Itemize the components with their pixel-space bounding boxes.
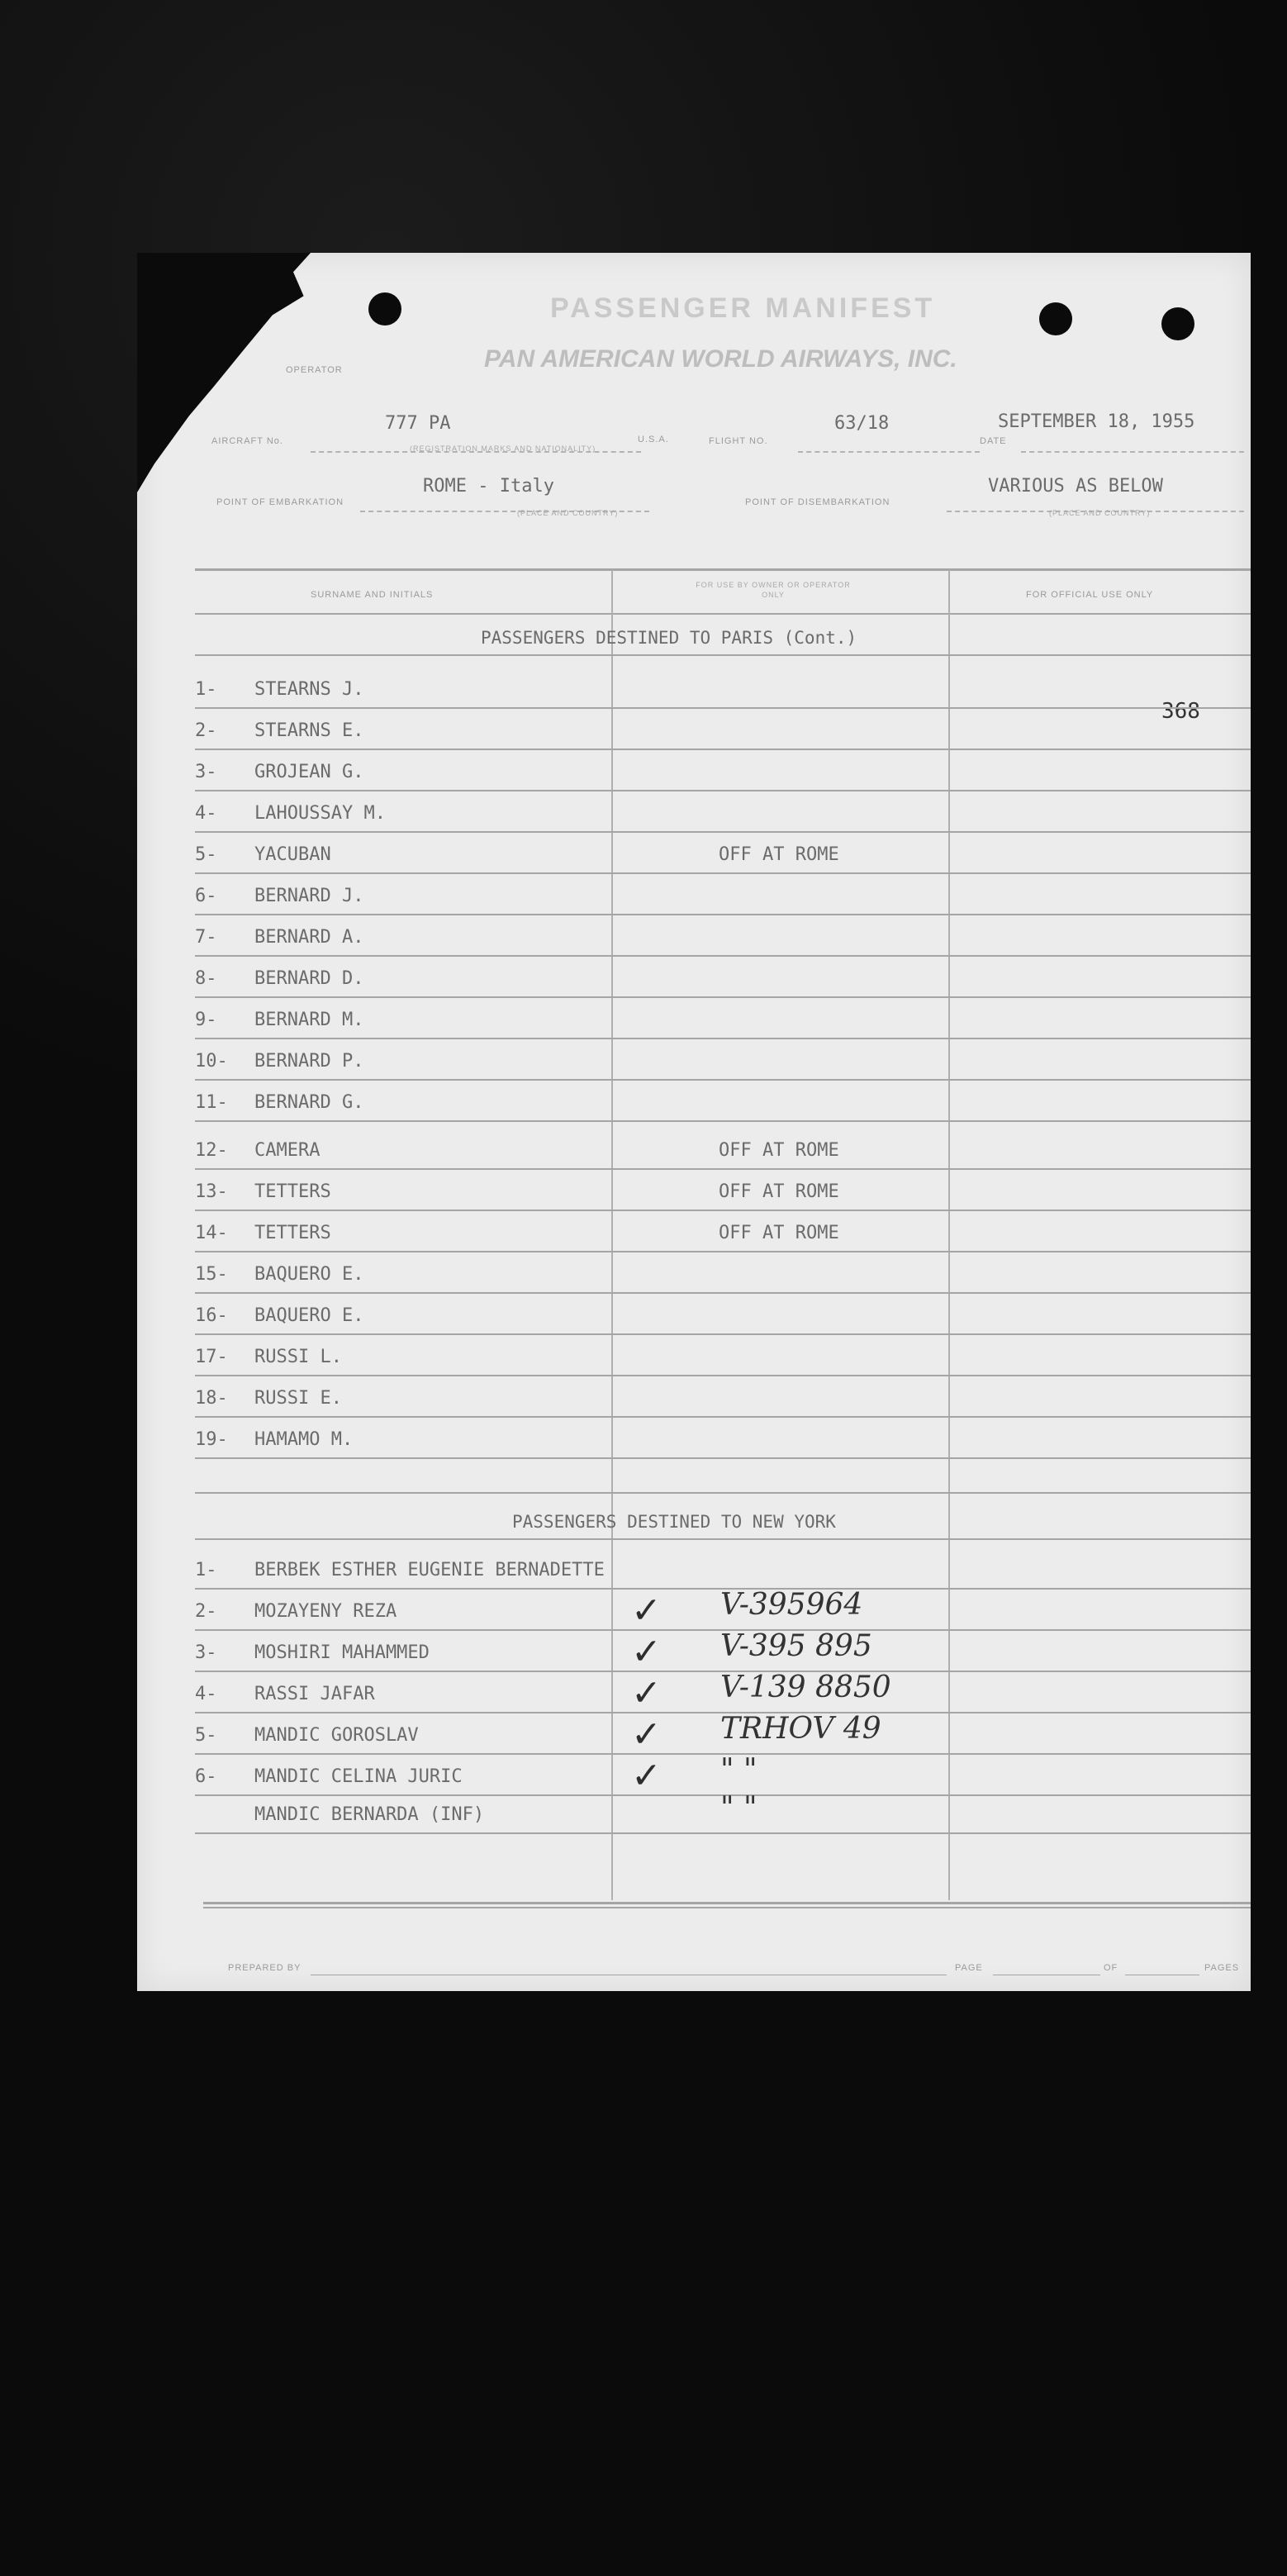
flight-line: [798, 451, 980, 453]
row-number: 8-: [195, 968, 217, 989]
checkmark-icon: ✓: [631, 1755, 662, 1797]
handwritten-visa-number: TRHOV 49: [720, 1712, 881, 1746]
table-row: [195, 877, 1251, 919]
form-title: PASSENGER MANIFEST: [550, 292, 936, 324]
row-rule: [195, 1333, 1251, 1335]
row-number: 10-: [195, 1051, 228, 1072]
page-label: PAGE: [955, 1963, 983, 1973]
row-number: 3-: [195, 762, 217, 782]
embark-value: ROME - Italy: [423, 476, 554, 497]
disembark-sub: (PLACE AND COUNTRY): [1049, 509, 1151, 517]
passenger-name: BERNARD J.: [254, 886, 364, 906]
handwritten-visa-number: " ": [720, 1791, 757, 1825]
table-row: [195, 712, 1251, 753]
newyork-section-heading: PASSENGERS DESTINED TO NEW YORK: [512, 1512, 836, 1532]
row-number: 4-: [195, 1684, 217, 1704]
table-row: [195, 1791, 1251, 1837]
table-row: [195, 1552, 1251, 1593]
passenger-name: MOSHIRI MAHAMMED: [254, 1642, 430, 1663]
table-row: [195, 1421, 1251, 1462]
passenger-name: BERNARD D.: [254, 968, 364, 989]
punch-hole: [368, 292, 401, 326]
row-rule: [195, 1832, 1251, 1834]
handwritten-visa-number: V-395964: [720, 1588, 863, 1622]
owner-note: OFF AT ROME: [719, 844, 839, 865]
table-row: [195, 753, 1251, 795]
owner-note: OFF AT ROME: [719, 1181, 839, 1202]
row-rule: [195, 1251, 1251, 1252]
aircraft-label: AIRCRAFT No.: [211, 436, 283, 446]
handwritten-visa-number: " ": [720, 1753, 757, 1787]
row-number: 4-: [195, 803, 217, 824]
table-row: [195, 1588, 1251, 1634]
table-bottom-rule: [203, 1907, 1251, 1908]
row-rule: [195, 1457, 1251, 1459]
row-number: 6-: [195, 886, 217, 906]
table-row: [195, 1173, 1251, 1214]
passenger-name: BERNARD P.: [254, 1051, 364, 1072]
table-row: [195, 1001, 1251, 1043]
row-number: 5-: [195, 844, 217, 865]
row-number: 2-: [195, 1601, 217, 1622]
passenger-name: BAQUERO E.: [254, 1305, 364, 1326]
torn-corner: [137, 253, 311, 492]
row-rule: [195, 749, 1251, 750]
manifest-page: [137, 253, 1251, 1991]
table-row: [195, 919, 1251, 960]
table-row: [195, 1043, 1251, 1084]
table-row: [195, 1380, 1251, 1421]
prepared-by-label: PREPARED BY: [228, 1963, 302, 1973]
flight-value: 63/18: [834, 413, 890, 434]
passenger-name: STEARNS E.: [254, 720, 364, 741]
of-label: OF: [1104, 1963, 1118, 1973]
row-number: 13-: [195, 1181, 228, 1202]
row-number: 16-: [195, 1305, 228, 1326]
row-rule: [195, 1210, 1251, 1211]
row-number: 7-: [195, 927, 217, 948]
table-bottom-rule: [203, 1902, 1251, 1904]
official-number: 368: [1161, 699, 1200, 724]
passenger-name: LAHOUSSAY M.: [254, 803, 386, 824]
operator-label: OPERATOR: [286, 365, 343, 375]
checkmark-icon: ✓: [631, 1590, 662, 1632]
col-official-header: FOR OFFICIAL USE ONLY: [1026, 590, 1154, 600]
table-row: [195, 1297, 1251, 1338]
passenger-name: RASSI JAFAR: [254, 1684, 375, 1704]
row-rule: [195, 996, 1251, 998]
date-label: DATE: [980, 436, 1007, 446]
table-top-rule: [195, 568, 1251, 571]
passenger-name: MOZAYENY REZA: [254, 1601, 397, 1622]
table-row: [195, 671, 1251, 712]
checkmark-icon: ✓: [631, 1631, 662, 1673]
date-line: [1021, 451, 1244, 453]
col-owner-header: FOR USE BY OWNER OR OPERATOR ONLY: [696, 581, 851, 599]
row-rule: [195, 790, 1251, 791]
disembark-label: POINT OF DISEMBARKATION: [745, 497, 890, 507]
row-number: 15-: [195, 1264, 228, 1285]
owner-note: OFF AT ROME: [719, 1140, 839, 1161]
punch-hole: [1161, 307, 1194, 340]
table-row: [195, 795, 1251, 836]
table-row: [195, 1256, 1251, 1297]
passenger-name: MANDIC BERNARDA (INF): [254, 1804, 485, 1825]
embark-sub: (PLACE AND COUNTRY): [517, 509, 619, 517]
table-row: [195, 960, 1251, 1001]
handwritten-visa-number: V-139 8850: [720, 1671, 891, 1704]
table-row: [195, 1629, 1251, 1675]
table-row: [195, 1671, 1251, 1717]
aircraft-value: 777 PA: [385, 413, 451, 434]
owner-note: OFF AT ROME: [719, 1223, 839, 1243]
passenger-name: BERBEK ESTHER EUGENIE BERNADETTE: [254, 1560, 605, 1580]
row-rule: [195, 872, 1251, 874]
row-rule: [195, 654, 1251, 656]
row-number: 14-: [195, 1223, 228, 1243]
table-row: [195, 1214, 1251, 1256]
punch-hole: [1039, 302, 1072, 335]
passenger-name: GROJEAN G.: [254, 762, 364, 782]
aircraft-sub: (REGISTRATION MARKS AND NATIONALITY): [410, 444, 596, 453]
table-row: [195, 836, 1251, 877]
passenger-name: RUSSI E.: [254, 1388, 342, 1409]
row-number: 3-: [195, 1642, 217, 1663]
passenger-name: CAMERA: [254, 1140, 321, 1161]
passenger-name: BERNARD M.: [254, 1010, 364, 1030]
passenger-name: RUSSI L.: [254, 1347, 342, 1367]
row-number: 1-: [195, 679, 217, 700]
row-rule: [195, 1079, 1251, 1081]
row-number: 17-: [195, 1347, 228, 1367]
col-surname-header: SURNAME AND INITIALS: [311, 590, 434, 600]
row-number: 19-: [195, 1429, 228, 1450]
passenger-name: MANDIC GOROSLAV: [254, 1725, 419, 1746]
row-rule: [195, 1538, 1251, 1540]
passenger-name: STEARNS J.: [254, 679, 364, 700]
date-value: SEPTEMBER 18, 1955: [998, 411, 1195, 432]
row-rule: [195, 1375, 1251, 1376]
passenger-name: TETTERS: [254, 1223, 331, 1243]
row-number: 12-: [195, 1140, 228, 1161]
disembark-value: VARIOUS AS BELOW: [988, 476, 1163, 497]
row-number: 1-: [195, 1560, 217, 1580]
row-rule: [195, 914, 1251, 915]
passenger-name: HAMAMO M.: [254, 1429, 354, 1450]
airline-name: PAN AMERICAN WORLD AIRWAYS, INC.: [484, 345, 957, 373]
row-rule: [195, 1292, 1251, 1294]
row-rule: [195, 1038, 1251, 1039]
passenger-name: BAQUERO E.: [254, 1264, 364, 1285]
row-rule: [195, 1416, 1251, 1418]
row-rule: [195, 707, 1251, 709]
row-number: 18-: [195, 1388, 228, 1409]
passenger-name: BERNARD G.: [254, 1092, 364, 1113]
row-number: 9-: [195, 1010, 217, 1030]
row-rule: [195, 1492, 1251, 1494]
passenger-name: TETTERS: [254, 1181, 331, 1202]
table-header-rule: [195, 613, 1251, 615]
passenger-name: BERNARD A.: [254, 927, 364, 948]
row-number: 6-: [195, 1766, 217, 1787]
row-rule: [195, 955, 1251, 957]
passenger-name: MANDIC CELINA JURIC: [254, 1766, 463, 1787]
passenger-name: YACUBAN: [254, 844, 331, 865]
row-number: 11-: [195, 1092, 228, 1113]
usa-label: U.S.A.: [638, 435, 669, 444]
embark-label: POINT OF EMBARKATION: [216, 497, 344, 507]
checkmark-icon: ✓: [631, 1713, 662, 1756]
row-number: 2-: [195, 720, 217, 741]
paris-section-heading: PASSENGERS DESTINED TO PARIS (Cont.): [481, 628, 857, 648]
handwritten-visa-number: V-395 895: [720, 1629, 872, 1663]
table-row: [195, 1712, 1251, 1758]
table-row: [195, 1132, 1251, 1173]
table-row: [195, 1338, 1251, 1380]
pages-label: PAGES: [1204, 1963, 1240, 1973]
checkmark-icon: ✓: [631, 1672, 662, 1714]
row-rule: [195, 831, 1251, 833]
row-number: 5-: [195, 1725, 217, 1746]
flight-label: FLIGHT NO.: [709, 436, 768, 446]
row-rule: [195, 1120, 1251, 1122]
table-row: [195, 1084, 1251, 1125]
row-rule: [195, 1168, 1251, 1170]
